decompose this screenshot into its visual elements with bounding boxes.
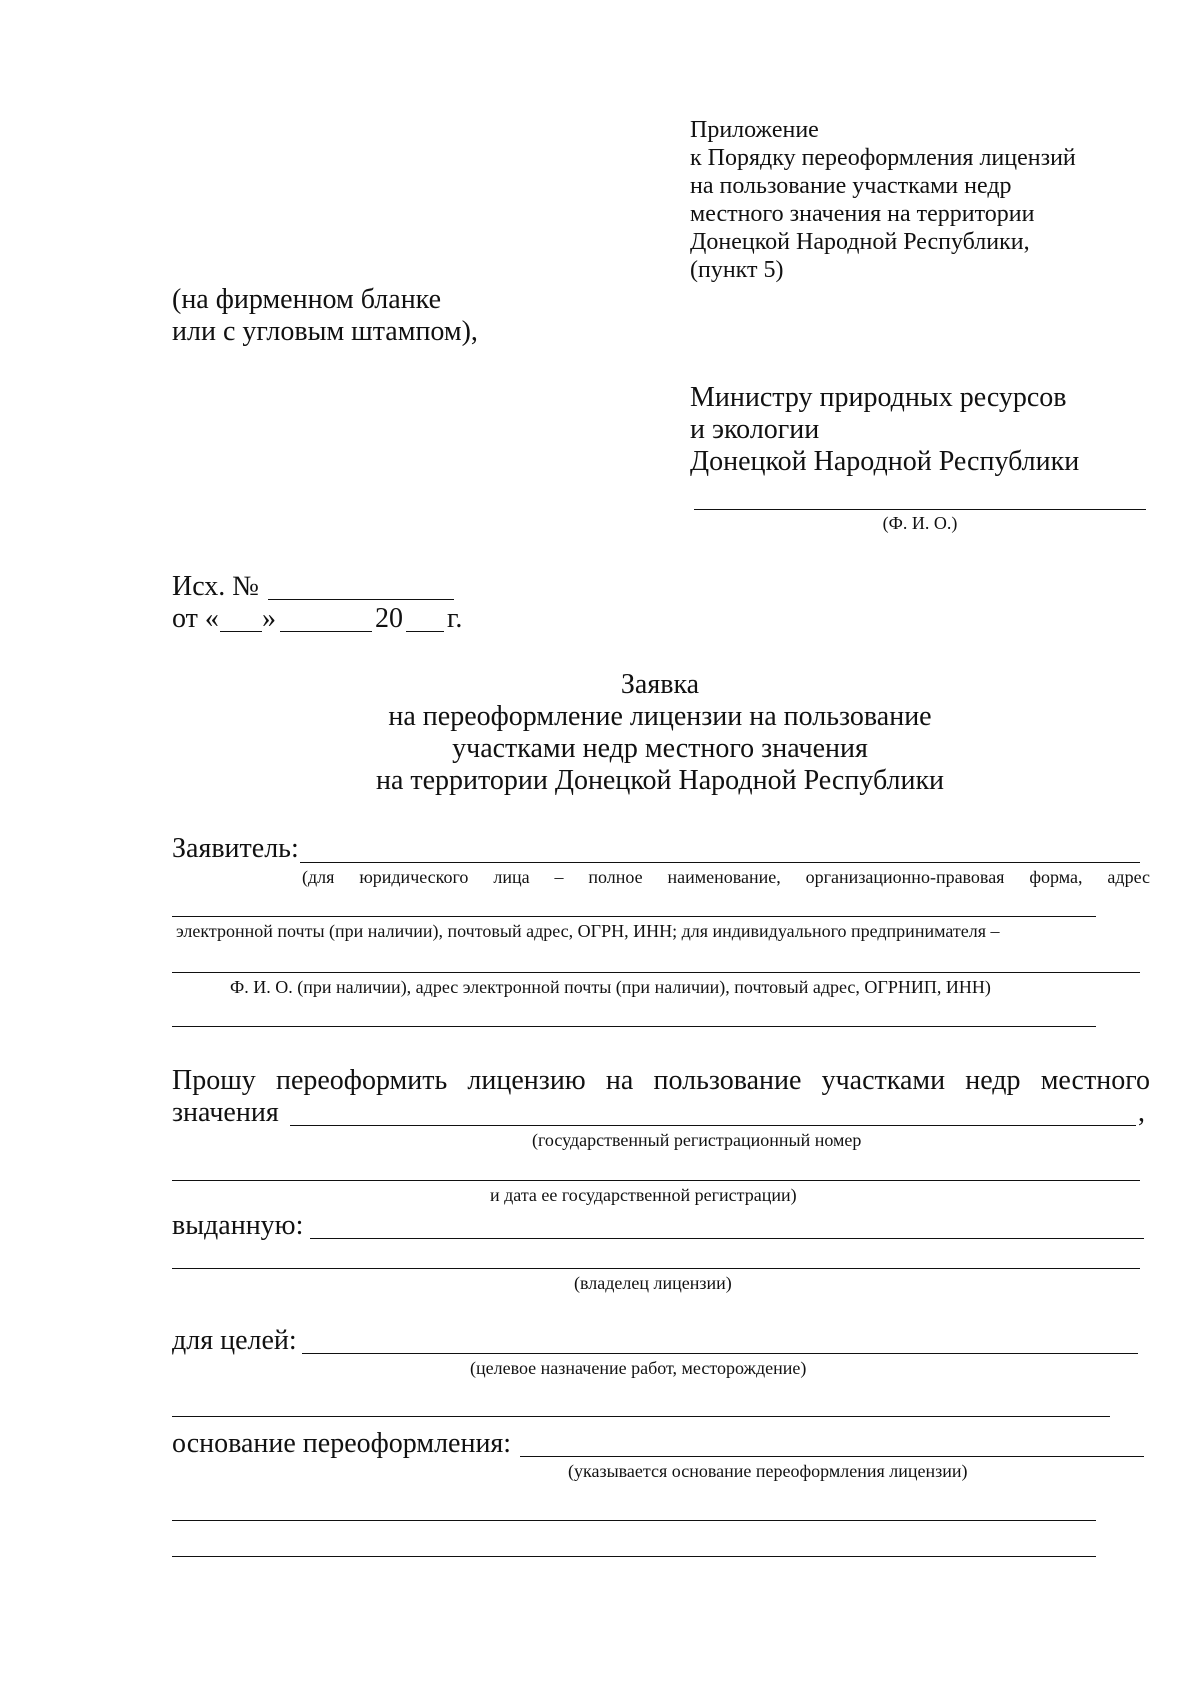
outgoing-number-label: Исх. №: [172, 571, 259, 602]
applicant-field-3[interactable]: [172, 972, 1140, 973]
issued-field-1[interactable]: [310, 1238, 1144, 1239]
title-line: участками недр местного значения: [452, 733, 868, 764]
license-date-hint: и дата ее государственной регистрации): [490, 1185, 797, 1205]
date-day-field[interactable]: [220, 631, 262, 632]
license-number-hint: (государственный регистрационный номер: [532, 1130, 862, 1150]
applicant-label: Заявитель:: [172, 833, 299, 864]
basis-label: основание переоформления:: [172, 1428, 512, 1459]
outgoing-number-field[interactable]: [268, 599, 454, 600]
addressee-line: Донецкой Народной Республики: [690, 446, 1080, 477]
date-year-prefix: 20: [375, 603, 403, 634]
date-from-label: от «: [172, 603, 219, 634]
appendix-line: Приложение: [690, 117, 819, 143]
basis-hint: (указывается основание переоформления лицензии): [568, 1461, 968, 1481]
appendix-line: на пользование участками недр: [690, 173, 1012, 199]
letterhead-line: (на фирменном бланке: [172, 284, 442, 315]
date-quote-close: »: [262, 603, 276, 634]
issued-field-2[interactable]: [172, 1268, 1140, 1269]
addressee-fio-line[interactable]: [694, 509, 1146, 510]
basis-field-2[interactable]: [172, 1520, 1096, 1521]
appendix-block: [690, 116, 1076, 284]
addressee-line: Министру природных ресурсов: [690, 382, 1067, 413]
document-title: [200, 669, 1120, 797]
applicant-hint-3: Ф. И. О. (при наличии), адрес электронной почты (при наличии), почтовый адрес, ОГРНИП, ИНН): [230, 977, 991, 997]
title-line: на переоформление лицензии на пользование: [388, 701, 932, 732]
request-text-line-1: Прошу переоформить лицензию на пользование участками недр местного: [172, 1065, 1150, 1096]
addressee-fio-caption: (Ф. И. О.): [882, 513, 958, 533]
purpose-field-1[interactable]: [302, 1353, 1138, 1354]
request-comma: ,: [1138, 1097, 1145, 1128]
purpose-hint: (целевое назначение работ, месторождение): [470, 1358, 807, 1378]
applicant-field-2[interactable]: [172, 916, 1096, 917]
applicant-hint-1: (для юридического лица – полное наименование, организационно-правовая форма, адрес: [302, 867, 1150, 887]
applicant-field-4[interactable]: [172, 1026, 1096, 1027]
date-year-field[interactable]: [406, 631, 444, 632]
title-line: Заявка: [620, 669, 700, 700]
applicant-hint-2: электронной почты (при наличии), почтовый адрес, ОГРН, ИНН; для индивидуального предпринимателя –: [176, 921, 1000, 941]
appendix-line: к Порядку переоформления лицензий: [690, 145, 1076, 171]
request-text-line-2: значения: [172, 1097, 279, 1128]
issued-label: выданную:: [172, 1210, 304, 1241]
license-date-field[interactable]: [172, 1180, 1140, 1181]
appendix-line: (пункт 5): [690, 257, 784, 283]
title-line: на территории Донецкой Народной Республики: [375, 765, 945, 796]
basis-field-1[interactable]: [520, 1456, 1144, 1457]
appendix-line: местного значения на территории: [690, 201, 1035, 227]
license-number-field[interactable]: [290, 1125, 1136, 1126]
appendix-line: Донецкой Народной Республики,: [690, 229, 1030, 255]
basis-field-3[interactable]: [172, 1556, 1096, 1557]
date-month-field[interactable]: [280, 631, 372, 632]
date-year-suffix: г.: [447, 603, 463, 634]
issued-hint: (владелец лицензии): [574, 1273, 732, 1293]
letterhead-line: или с угловым штампом),: [172, 316, 478, 347]
letterhead-note: [172, 284, 478, 348]
applicant-field-1[interactable]: [300, 862, 1140, 863]
addressee-line: и экологии: [690, 414, 820, 445]
purpose-field-2[interactable]: [172, 1416, 1110, 1417]
addressee-block: [690, 382, 1079, 478]
purpose-label: для целей:: [172, 1325, 297, 1356]
